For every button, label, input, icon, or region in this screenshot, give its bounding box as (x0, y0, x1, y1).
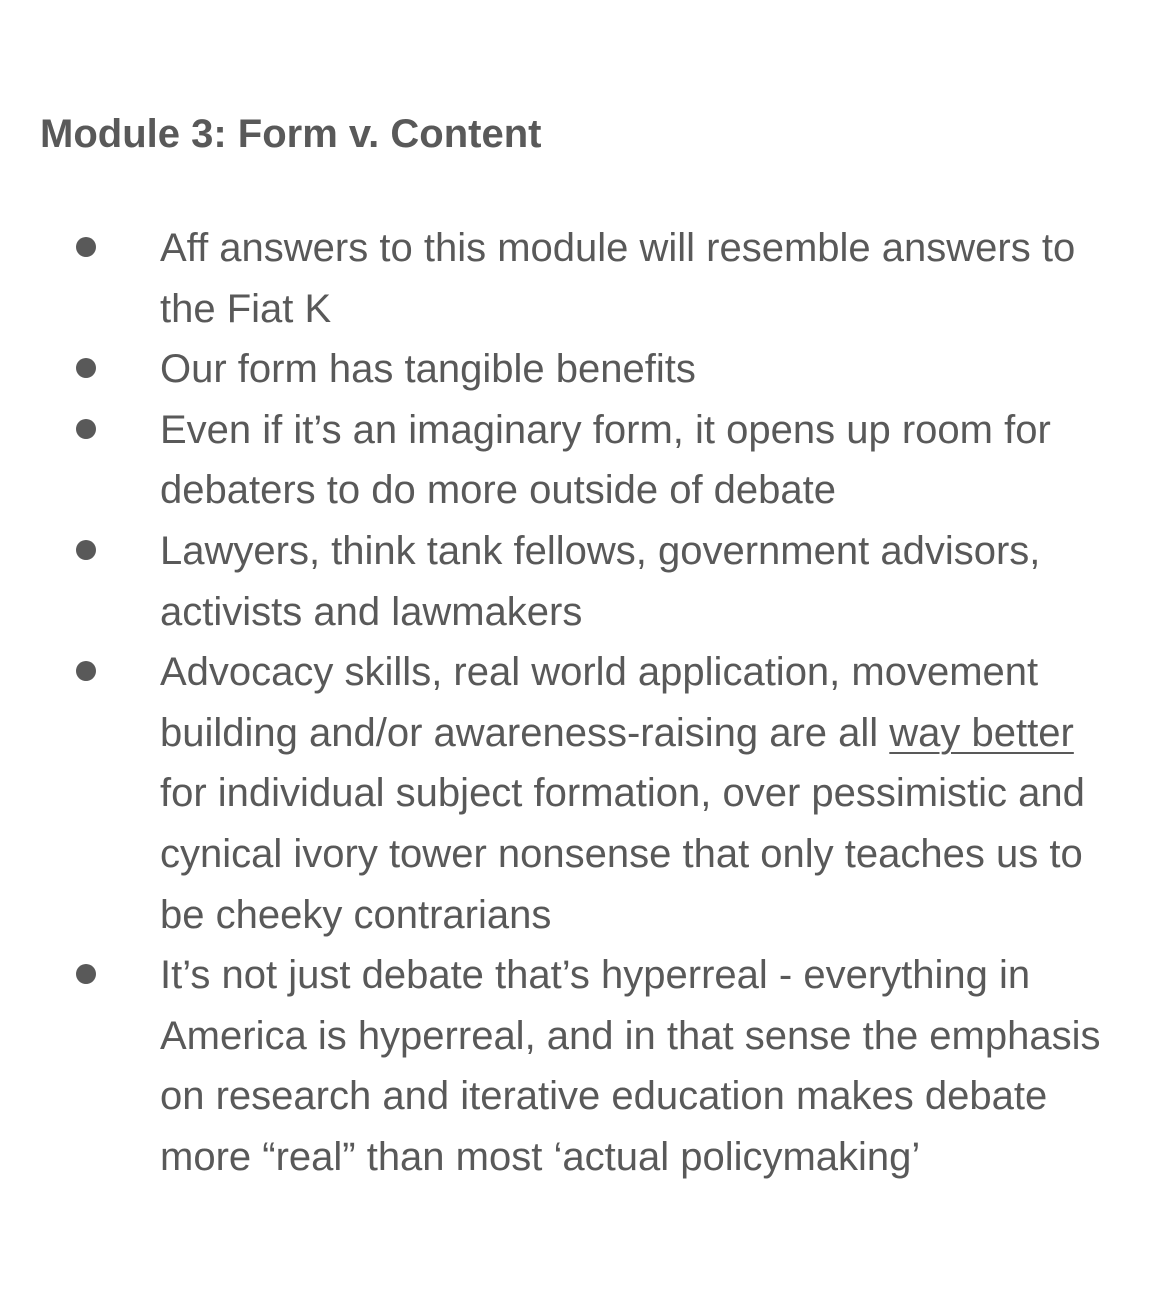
bullet-icon (76, 419, 96, 439)
bullet-text: Aff answers to this module will resemble answers to the Fiat K (160, 226, 1076, 331)
bullet-icon (76, 358, 96, 378)
bullet-icon (76, 540, 96, 560)
underlined-emphasis: way better (889, 710, 1074, 755)
bullet-item-3 (0, 400, 1172, 521)
bullet-item-4 (0, 521, 1172, 642)
module-title: Module 3: Form v. Content (40, 112, 542, 156)
bullet-item-2 (0, 339, 1172, 400)
bullet-item-6 (0, 945, 1172, 1187)
bullet-icon (76, 964, 96, 984)
bullet-text: Lawyers, think tank fellows, government advisors, activists and lawmakers (160, 528, 1041, 634)
bullet-text-after: for individual subject formation, over pessimistic and cynical ivory tower nonsense that only teaches us to be cheeky contrarians (160, 771, 1085, 937)
bullet-item-5 (0, 642, 1172, 945)
bullet-list (0, 218, 1172, 1188)
bullet-text-before: Advocacy skills, real world application, movement building and/or awareness-raising are all (160, 650, 1039, 755)
bullet-text: Our form has tangible benefits (160, 347, 696, 392)
bullet-text: It’s not just debate that’s hyperreal - everything in America is hyperreal, and in that sense the emphasis on research and iterative education makes debate more “real” than most ‘actual policymaking’ (160, 953, 1101, 1179)
bullet-item-1 (0, 218, 1172, 339)
bullet-text: Even if it’s an imaginary form, it opens up room for debaters to do more outside of debate (160, 407, 1051, 513)
bullet-icon (76, 661, 96, 681)
bullet-text (160, 650, 1085, 936)
bullet-icon (76, 237, 96, 257)
